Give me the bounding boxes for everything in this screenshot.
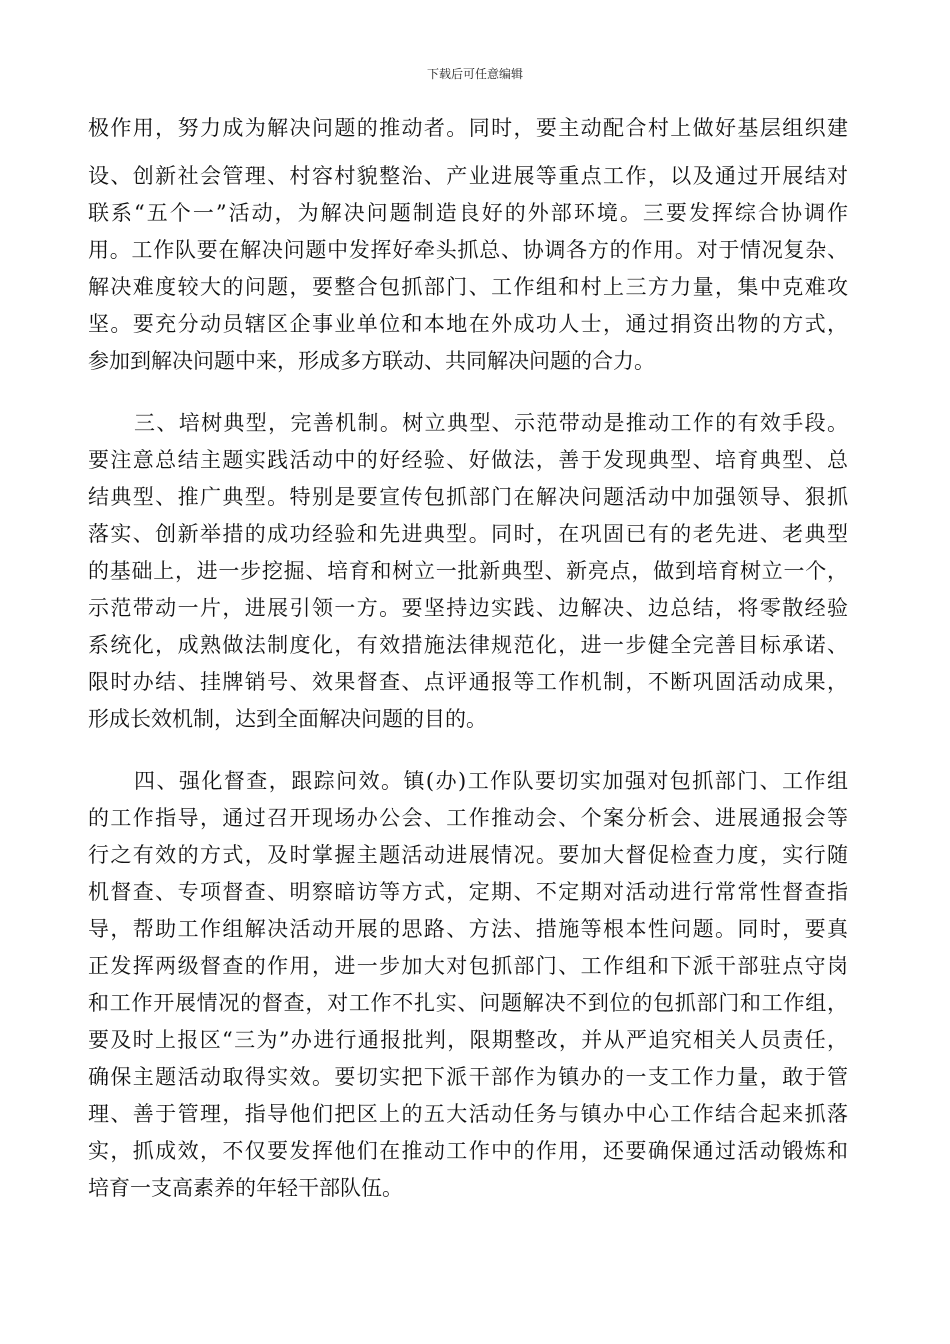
text-line: 确保主题活动取得实效。要切实把下派干部作为镇办的一支工作力量，敢于管 <box>88 1065 848 1089</box>
text-line: 四、强化督查，跟踪问效。镇(办)工作队要切实加强对包抓部门、工作组 <box>134 769 848 793</box>
text-line: 用。工作队要在解决问题中发挥好牵头抓总、协调各方的作用。对于情况复杂、 <box>88 238 848 262</box>
text-line: 的工作指导，通过召开现场办公会、工作推动会、个案分析会、进展通报会等 <box>88 806 848 830</box>
text-line: 要及时上报区“三为”办进行通报批判，限期整改，并从严追究相关人员责任， <box>88 1028 848 1052</box>
text-line: 三、培树典型，完善机制。树立典型、示范带动是推动工作的有效手段。 <box>134 411 848 435</box>
text-line: 正发挥两级督查的作用，进一步加大对包抓部门、工作组和下派干部驻点守岗 <box>88 954 848 978</box>
text-line: 参加到解决问题中来，形成多方联动、共同解决问题的合力。 <box>88 349 655 373</box>
text-line: 形成长效机制，达到全面解决问题的目的。 <box>88 707 487 731</box>
text-line: 理、善于管理，指导他们把区上的五大活动任务与镇办中心工作结合起来抓落 <box>88 1102 848 1126</box>
text-line: 设、创新社会管理、村容村貌整治、产业进展等重点工作，以及通过开展结对 <box>88 164 848 188</box>
text-line: 限时办结、挂牌销号、效果督查、点评通报等工作机制，不断巩固活动成果， <box>88 670 848 694</box>
page-header: 下载后可任意编辑 <box>426 67 523 81</box>
text-line: 坚。要充分动员辖区企事业单位和本地在外成功人士，通过捐资出物的方式， <box>88 312 848 336</box>
text-line: 系统化，成熟做法制度化，有效措施法律规范化，进一步健全完善目标承诺、 <box>88 633 848 657</box>
text-line: 培育一支高素养的年轻干部队伍。 <box>88 1176 403 1200</box>
text-line: 导，帮助工作组解决活动开展的思路、方法、措施等根本性问题。同时，要真 <box>88 917 848 941</box>
text-line: 结典型、推广典型。特别是要宣传包抓部门在解决问题活动中加强领导、狠抓 <box>88 485 848 509</box>
text-line: 联系“五个一”活动，为解决问题制造良好的外部环境。三要发挥综合协调作 <box>88 201 848 225</box>
text-line: 要注意总结主题实践活动中的好经验、好做法，善于发现典型、培育典型、总 <box>88 448 848 472</box>
text-line: 的基础上，进一步挖掘、培育和树立一批新典型、新亮点，做到培育树立一个， <box>88 559 848 583</box>
text-line: 落实、创新举措的成功经验和先进典型。同时，在巩固已有的老先进、老典型 <box>88 522 848 546</box>
text-line: 和工作开展情况的督查，对工作不扎实、问题解决不到位的包抓部门和工作组， <box>88 991 848 1015</box>
text-line: 实，抓成效，不仅要发挥他们在推动工作中的作用，还要确保通过活动锻炼和 <box>88 1139 848 1163</box>
text-line: 解决难度较大的问题，要整合包抓部门、工作组和村上三方力量，集中克难攻 <box>88 275 848 299</box>
text-line: 行之有效的方式，及时掌握主题活动进展情况。要加大督促检查力度，实行随 <box>88 843 848 867</box>
text-line: 极作用，努力成为解决问题的推动者。同时，要主动配合村上做好基层组织建 <box>88 116 848 140</box>
text-line: 机督查、专项督查、明察暗访等方式，定期、不定期对活动进行常常性督查指 <box>88 880 848 904</box>
text-line: 示范带动一片，进展引领一方。要坚持边实践、边解决、边总结，将零散经验 <box>88 596 848 620</box>
